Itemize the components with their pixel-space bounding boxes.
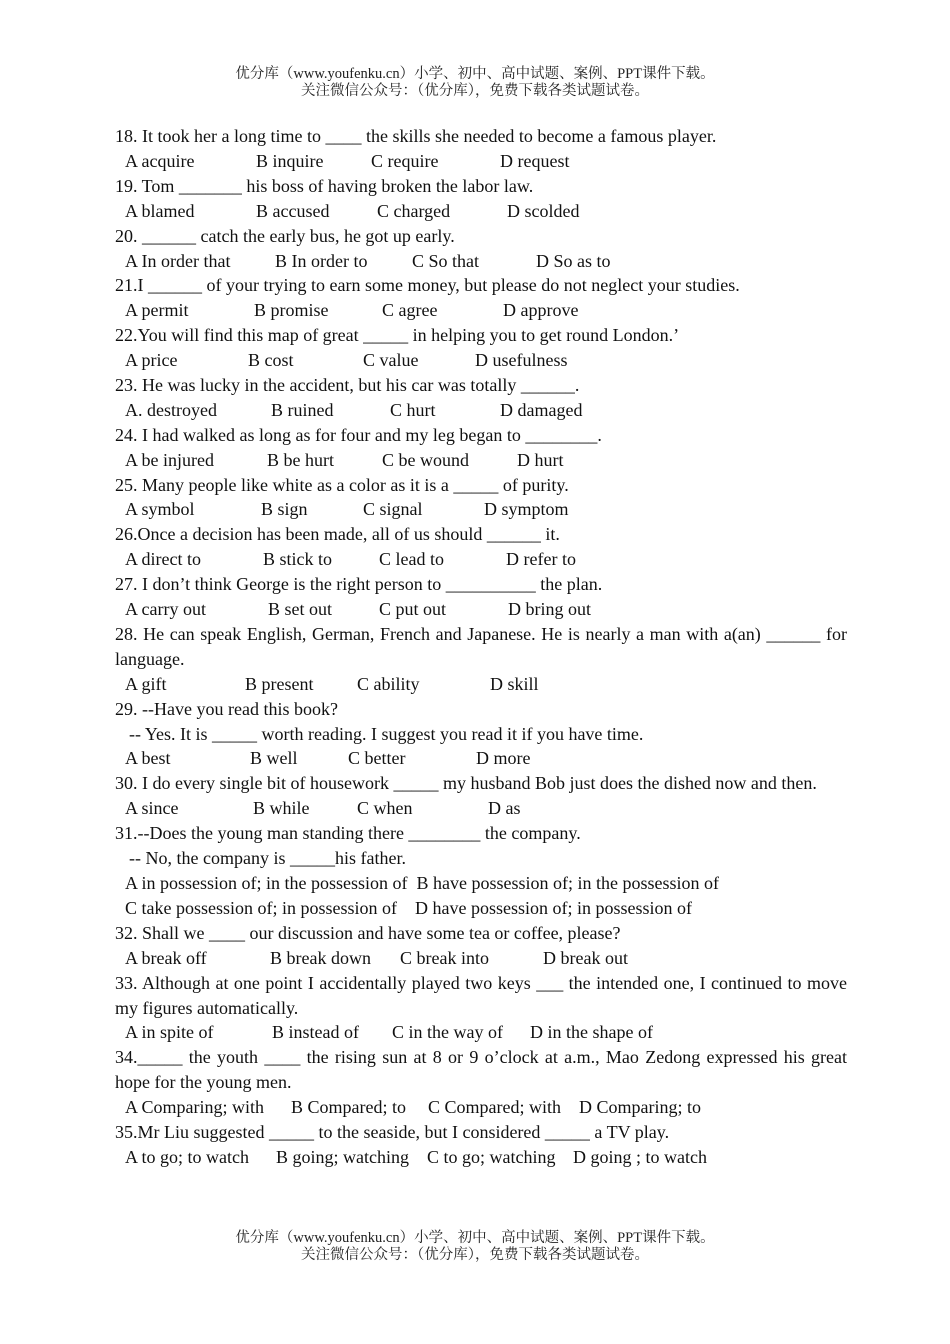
option-b: B In order to: [275, 250, 368, 271]
option-c: C better: [348, 748, 406, 769]
question-item: [115, 473, 847, 523]
question-item: [115, 622, 847, 697]
option-b: B inquire: [256, 150, 324, 171]
footer-line-1: 优分库（www.youfenku.cn）小学、初中、高中试题、案例、PPT课件下载。: [235, 1230, 715, 1246]
option-b: B set out: [268, 599, 333, 620]
options-row: [115, 448, 847, 473]
header-line-1: 优分库（www.youfenku.cn）小学、初中、高中试题、案例、PPT课件下载。: [235, 66, 715, 82]
option-c: C ability: [357, 673, 420, 694]
option-c: C lead to: [379, 549, 444, 570]
question-item: [115, 572, 847, 622]
options-row: [115, 149, 847, 174]
option-d: D request: [500, 150, 570, 171]
option-d: D break out: [543, 947, 628, 968]
option-d: D usefulness: [475, 350, 568, 371]
option-a: A to go; to watch: [125, 1146, 249, 1167]
option-a: A break off: [125, 947, 207, 968]
option-d: D bring out: [508, 599, 591, 620]
question-stem: 27. I don’t think George is the right person to __________ the plan.: [115, 574, 603, 595]
question-stem: 33. Although at one point I accidentally played two keys ___ the intended one, I continued to move my figures automatically.: [115, 972, 847, 1018]
question-item: [115, 273, 847, 323]
option-c: C Compared; with: [428, 1097, 561, 1118]
options-row: [115, 796, 847, 821]
option-b: B well: [250, 748, 298, 769]
question-stem: 25. Many people like white as a color as it is a _____ of purity.: [115, 474, 569, 495]
option-a: A. destroyed: [125, 399, 217, 420]
option-d: D Comparing; to: [579, 1097, 701, 1118]
option-a: A permit: [125, 300, 189, 321]
options-row: [115, 946, 847, 971]
option-d: D symptom: [484, 499, 569, 520]
option-b: B stick to: [263, 549, 333, 570]
question-reply: -- Yes. It is _____ worth reading. I suggest you read it if you have time.: [129, 723, 644, 744]
question-stem: 20. ______ catch the early bus, he got up early.: [115, 225, 455, 246]
option-a: A since: [125, 798, 179, 819]
question-stem: 21.I ______ of your trying to earn some money, but please do not neglect your studies.: [115, 275, 740, 296]
option-line: C take possession of; in possession of D have possession of; in possession of: [125, 897, 692, 918]
question-item: [115, 323, 847, 373]
options-row: [115, 497, 847, 522]
question-stem: 34._____ the youth ____ the rising sun at 8 or 9 o’clock at a.m., Mao Zedong expressed his great hope for the young men.: [115, 1047, 847, 1093]
option-d: D So as to: [536, 250, 611, 271]
question-item: [115, 124, 847, 174]
option-a: A price: [125, 350, 178, 371]
option-c: C require: [371, 150, 439, 171]
question-stem: 28. He can speak English, German, French and Japanese. He is nearly a man with a(an) ______ for language.: [115, 623, 847, 669]
option-d: D as: [488, 798, 521, 819]
option-a: A In order that: [125, 250, 231, 271]
question-item: [115, 821, 847, 921]
option-b: B be hurt: [267, 449, 334, 470]
question-item: [115, 373, 847, 423]
option-d: D scolded: [507, 200, 580, 221]
option-d: D skill: [490, 673, 539, 694]
options-row: [115, 398, 847, 423]
question-item: [115, 771, 847, 821]
question-stem: 19. Tom _______ his boss of having broken the labor law.: [115, 175, 534, 196]
option-b: B sign: [261, 499, 308, 520]
option-c: C So that: [412, 250, 480, 271]
question-item: [115, 1045, 847, 1120]
option-a: A be injured: [125, 449, 214, 470]
options-row: [115, 199, 847, 224]
option-d: D in the shape of: [530, 1022, 653, 1043]
option-a: A symbol: [125, 499, 195, 520]
question-stem: 29. --Have you read this book?: [115, 698, 338, 719]
option-b: B accused: [256, 200, 330, 221]
option-d: D refer to: [506, 549, 576, 570]
options-row: [115, 249, 847, 274]
question-item: [115, 522, 847, 572]
option-d: D approve: [503, 300, 579, 321]
option-c: C in the way of: [392, 1022, 503, 1043]
question-item: [115, 971, 847, 1046]
option-b: B break down: [270, 947, 371, 968]
option-b: B going; watching: [276, 1146, 409, 1167]
question-item: [115, 224, 847, 274]
question-stem: 32. Shall we ____ our discussion and have some tea or coffee, please?: [115, 922, 621, 943]
option-c: C hurt: [390, 399, 436, 420]
option-c: C when: [357, 798, 413, 819]
options-row: [115, 1095, 847, 1120]
option-d: D hurt: [517, 449, 564, 470]
option-a: A gift: [125, 673, 167, 694]
question-stem: 18. It took her a long time to ____ the skills she needed to become a famous player.: [115, 126, 717, 146]
header-line-2: 关注微信公众号：（优分库），免费下载各类试题试卷。: [301, 83, 649, 99]
question-item: [115, 697, 847, 772]
question-item: [115, 174, 847, 224]
option-b: B present: [245, 673, 314, 694]
option-b: B Compared; to: [291, 1097, 406, 1118]
question-list: [115, 124, 847, 1170]
question-item: [115, 423, 847, 473]
options-row: [115, 298, 847, 323]
page-footer: [0, 1230, 950, 1264]
question-stem: 35.Mr Liu suggested _____ to the seaside, but I considered _____ a TV play.: [115, 1122, 670, 1142]
question-stem: 26.Once a decision has been made, all of us should ______ it.: [115, 524, 560, 545]
option-c: C put out: [379, 599, 447, 620]
option-b: B cost: [248, 350, 294, 371]
option-a: A carry out: [125, 599, 206, 620]
options-row: [115, 547, 847, 572]
option-c: C signal: [363, 499, 423, 520]
option-a: A direct to: [125, 549, 201, 570]
option-a: A blamed: [125, 200, 195, 221]
option-a: A in spite of: [125, 1022, 214, 1043]
page-header: [0, 66, 950, 100]
question-stem: 23. He was lucky in the accident, but his car was totally ______.: [115, 374, 580, 395]
question-stem: 24. I had walked as long as for four and my leg began to ________.: [115, 424, 602, 445]
option-b: B promise: [254, 300, 329, 321]
question-stem: 30. I do every single bit of housework _____ my husband Bob just does the dished now and then.: [115, 773, 817, 794]
option-b: B instead of: [272, 1022, 359, 1043]
option-d: D more: [476, 748, 531, 769]
option-a: A acquire: [125, 150, 195, 171]
footer-line-2: 关注微信公众号：（优分库），免费下载各类试题试卷。: [301, 1247, 649, 1263]
options-row: [115, 1145, 847, 1170]
question-item: [115, 1120, 847, 1170]
options-row: [115, 672, 847, 697]
option-c: C value: [363, 350, 419, 371]
option-a: A Comparing; with: [125, 1097, 264, 1118]
option-c: C break into: [400, 947, 489, 968]
options-row: [115, 1020, 847, 1045]
options-row: [115, 746, 847, 771]
options-row: [115, 348, 847, 373]
option-line: A in possession of; in the possession of B have possession of; in the possession of: [125, 872, 719, 893]
option-d: D going ; to watch: [573, 1146, 707, 1167]
option-c: C charged: [377, 200, 451, 221]
option-a: A best: [125, 748, 171, 769]
question-item: [115, 921, 847, 971]
option-d: D damaged: [500, 399, 583, 420]
options-row: [115, 597, 847, 622]
option-c: C be wound: [382, 449, 469, 470]
question-reply: -- No, the company is _____his father.: [129, 848, 406, 869]
option-b: B while: [253, 798, 310, 819]
option-b: B ruined: [271, 399, 334, 420]
option-c: C to go; watching: [427, 1146, 556, 1167]
option-c: C agree: [382, 300, 438, 321]
question-stem: 22.You will find this map of great _____ in helping you to get round London.’: [115, 325, 680, 346]
question-stem: 31.--Does the young man standing there ________ the company.: [115, 823, 581, 844]
